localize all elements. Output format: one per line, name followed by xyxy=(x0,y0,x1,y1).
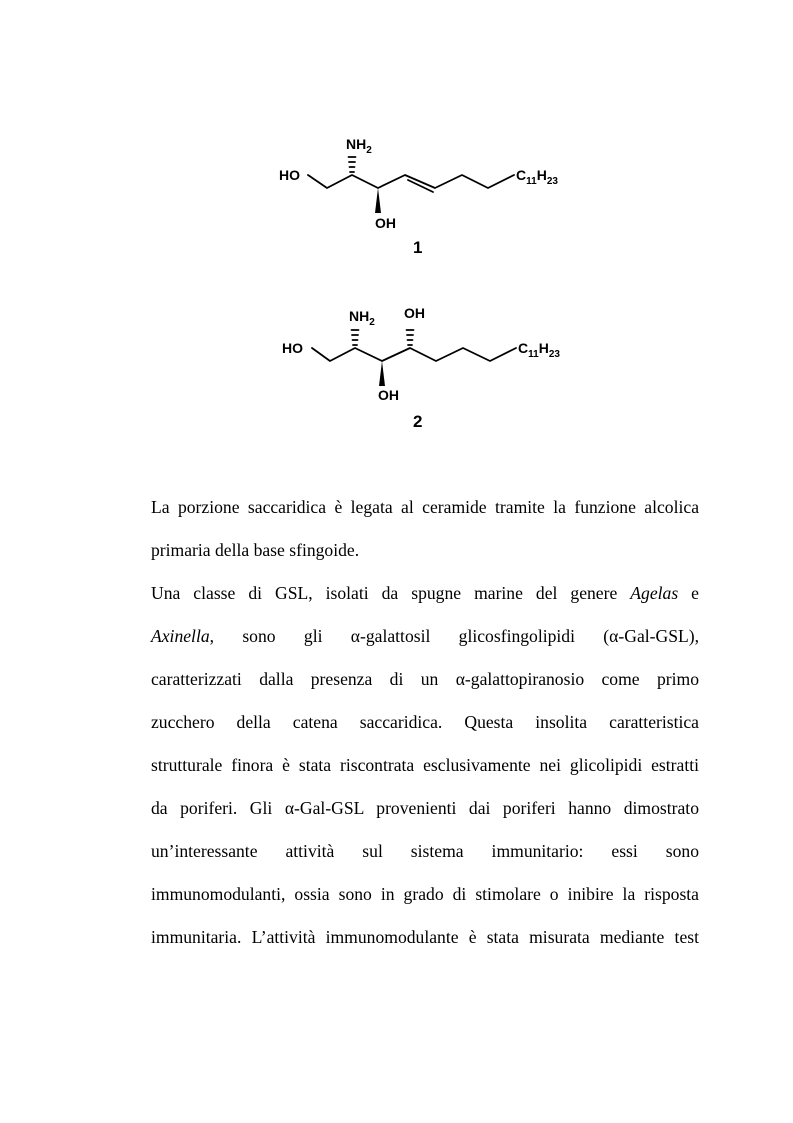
ho-label: HO xyxy=(282,340,303,356)
text-line: zucchero della catena saccaridica. Questa insolita caratteristica xyxy=(151,712,699,732)
text-line: caratterizzati dalla presenza di un α-galattopiranosio come primo xyxy=(151,669,699,689)
chemical-structure-1 xyxy=(270,125,590,260)
chain-bonds xyxy=(312,348,516,361)
text-line: primaria della base sfingoide. xyxy=(151,540,360,560)
text-line: La porzione saccaridica è legata al ceramide tramite la funzione alcolica xyxy=(151,497,699,517)
ho-label: HO xyxy=(279,167,300,183)
solid-wedge-bond xyxy=(379,361,385,386)
text-line: un’interessante attività sul sistema immunitario: essi sono xyxy=(151,841,699,861)
c11h23-label: $C_{11}H_{23}$ xyxy=(516,167,558,187)
text-line: Una classe di GSL, isolati da spugne marine del genere Agelas e xyxy=(151,583,699,603)
hashed-wedge-bond xyxy=(352,330,359,345)
oh-top-label: OH xyxy=(404,305,425,321)
text-line: strutturale finora è stata riscontrata esclusivamente nei glicolipidi estratti xyxy=(151,755,699,775)
oh-label: OH xyxy=(375,215,396,231)
text-line: immunitaria. L’attività immunomodulante è stata misurata mediante test xyxy=(151,927,699,947)
text-line: da poriferi. Gli α-Gal-GSL provenienti dai poriferi hanno dimostrato xyxy=(151,798,699,818)
compound-number-1: 1 xyxy=(413,238,423,257)
body-paragraph xyxy=(151,486,699,959)
hashed-wedge-bond-oh xyxy=(407,330,414,345)
text-line: immunomodulanti, ossia sono in grado di stimolare o inibire la risposta xyxy=(151,884,699,904)
text-line: Axinella, sono gli α-galattosil glicosfingolipidi (α-Gal-GSL), xyxy=(151,626,699,646)
chemical-structure-2 xyxy=(270,300,590,435)
oh-bottom-label: OH xyxy=(378,387,399,403)
nh2-label: $NH_2$ xyxy=(349,308,375,328)
compound-number-2: 2 xyxy=(413,412,423,431)
c11h23-label: $C_{11}H_{23}$ xyxy=(518,340,560,360)
hashed-wedge-bond xyxy=(349,157,356,172)
nh2-label: $NH_2$ xyxy=(346,136,372,156)
solid-wedge-bond xyxy=(375,188,381,213)
